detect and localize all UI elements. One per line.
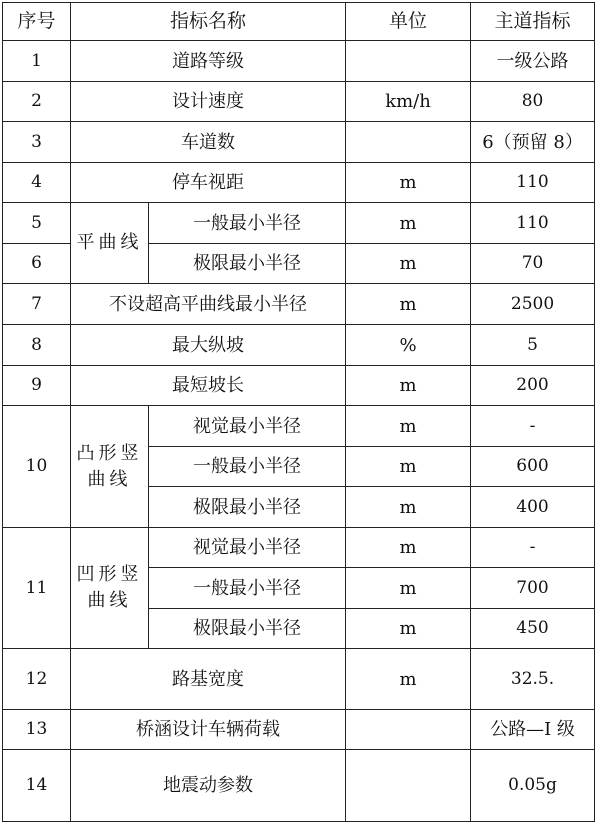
table-row [3, 325, 595, 366]
row-value: 6（预留 8） [471, 122, 595, 163]
row-unit: m [346, 406, 471, 447]
row-no: 12 [3, 649, 71, 710]
header-no: 序号 [3, 3, 71, 41]
row-no: 11 [3, 528, 71, 649]
table-row [3, 284, 595, 325]
row-unit: m [346, 244, 471, 284]
row-unit: m [346, 203, 471, 244]
table-row [3, 203, 595, 244]
row-unit [346, 41, 471, 82]
row-group-label: 凹形竖曲线 [71, 528, 149, 649]
row-no: 14 [3, 750, 71, 822]
row-name: 路基宽度 [71, 649, 346, 710]
header-unit: 单位 [346, 3, 471, 41]
row-value: 110 [471, 203, 595, 244]
row-value: 200 [471, 366, 595, 406]
row-unit: m [346, 366, 471, 406]
row-unit: m [346, 609, 471, 649]
row-no: 7 [3, 284, 71, 325]
table-row [3, 406, 595, 447]
row-name: 桥涵设计车辆荷载 [71, 710, 346, 750]
row-value: 一级公路 [471, 41, 595, 82]
row-name: 一般最小半径 [149, 568, 346, 609]
row-value: 32.5. [471, 649, 595, 710]
row-name: 不设超高平曲线最小半径 [71, 284, 346, 325]
row-name: 设计速度 [71, 82, 346, 122]
row-unit: m [346, 163, 471, 203]
row-unit: km/h [346, 82, 471, 122]
row-unit: % [346, 325, 471, 366]
row-name: 停车视距 [71, 163, 346, 203]
row-unit: m [346, 568, 471, 609]
row-no: 8 [3, 325, 71, 366]
table-row [3, 649, 595, 710]
row-unit [346, 710, 471, 750]
row-name: 道路等级 [71, 41, 346, 82]
row-no: 5 [3, 203, 71, 244]
row-name: 极限最小半径 [149, 487, 346, 528]
row-unit: m [346, 487, 471, 528]
row-value: 70 [471, 244, 595, 284]
row-no: 6 [3, 244, 71, 284]
row-value: 0.05g [471, 750, 595, 822]
row-name: 最大纵坡 [71, 325, 346, 366]
row-unit [346, 122, 471, 163]
row-name: 车道数 [71, 122, 346, 163]
row-value: 公路—I 级 [471, 710, 595, 750]
header-value: 主道指标 [471, 3, 595, 41]
row-unit: m [346, 528, 471, 568]
row-no: 3 [3, 122, 71, 163]
table-row [3, 122, 595, 163]
row-group-label: 平曲线 [71, 203, 149, 284]
table-row [3, 710, 595, 750]
row-name: 最短坡长 [71, 366, 346, 406]
row-no: 13 [3, 710, 71, 750]
row-unit: m [346, 284, 471, 325]
road-indicator-table [2, 2, 595, 822]
row-name: 极限最小半径 [149, 609, 346, 649]
row-name: 视觉最小半径 [149, 406, 346, 447]
table-row [3, 41, 595, 82]
table-row [3, 366, 595, 406]
row-value: - [471, 528, 595, 568]
table-row [3, 163, 595, 203]
row-value: 5 [471, 325, 595, 366]
row-value: - [471, 406, 595, 447]
row-value: 80 [471, 82, 595, 122]
row-no: 2 [3, 82, 71, 122]
table-row [3, 750, 595, 822]
row-value: 600 [471, 447, 595, 487]
row-name: 视觉最小半径 [149, 528, 346, 568]
row-value: 400 [471, 487, 595, 528]
row-name: 地震动参数 [71, 750, 346, 822]
row-no: 9 [3, 366, 71, 406]
row-unit: m [346, 649, 471, 710]
row-value: 2500 [471, 284, 595, 325]
row-unit: m [346, 447, 471, 487]
row-no: 1 [3, 41, 71, 82]
row-unit [346, 750, 471, 822]
row-name: 极限最小半径 [149, 244, 346, 284]
header-name: 指标名称 [71, 3, 346, 41]
table-row [3, 82, 595, 122]
row-group-label: 凸形竖曲线 [71, 406, 149, 528]
row-no: 10 [3, 406, 71, 528]
row-name: 一般最小半径 [149, 203, 346, 244]
row-name: 一般最小半径 [149, 447, 346, 487]
row-value: 110 [471, 163, 595, 203]
row-value: 450 [471, 609, 595, 649]
table-row [3, 528, 595, 568]
row-no: 4 [3, 163, 71, 203]
row-value: 700 [471, 568, 595, 609]
header-row [3, 3, 595, 41]
